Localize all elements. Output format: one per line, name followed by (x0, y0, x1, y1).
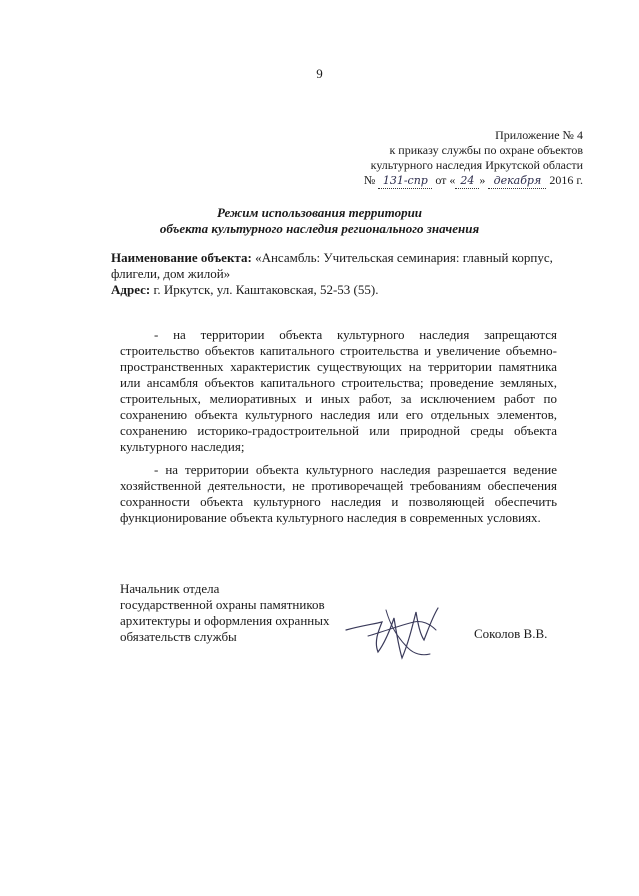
appendix-authority: культурного наследия Иркутской области (370, 158, 583, 172)
object-name-value: «Ансамбль: Учительская семинария: главный корпус, флигели, дом жилой» (111, 250, 553, 281)
appendix-order-ref: к приказу службы по охране объектов (389, 143, 583, 157)
object-info (111, 250, 561, 298)
handwritten-signature (338, 596, 448, 666)
order-month-handwritten: декабря (488, 173, 546, 189)
signatory-line-3: архитектуры и оформления охранных (120, 613, 330, 628)
title-line-1: Режим использования территории (216, 205, 423, 220)
object-address-row (111, 282, 561, 298)
document-title (0, 205, 639, 237)
order-from: от « (435, 173, 456, 187)
object-address-label: Адрес: (111, 282, 151, 297)
order-day-handwritten: 24 (455, 173, 479, 189)
order-year: 2016 г. (549, 173, 583, 187)
signatory-line-4: обязательств службы (120, 629, 237, 644)
order-line (283, 173, 583, 189)
title-line-2: объекта культурного наследия регионального значения (159, 221, 480, 236)
object-name-label: Наименование объекта: (111, 250, 252, 265)
page-number: 9 (316, 66, 323, 81)
order-number-handwritten: 131-спр (378, 173, 432, 189)
regime-paragraph-permitted: - на территории объекта культурного наследия разрешается ведение хозяйственной деятельности, не противоречащей требованиям обеспечения сохранности объекта культурного наследия и позволяющей обеспечить функционирование объекта культурного наследия в современных условиях. (120, 462, 557, 525)
order-quote-close: » (479, 173, 486, 187)
order-number-prefix: № (363, 173, 376, 187)
object-name-row (111, 250, 561, 282)
signatory-line-2: государственной охраны памятников (120, 597, 325, 612)
appendix-header (283, 128, 583, 189)
regime-paragraph-prohibited: - на территории объекта культурного наследия запрещаются строительство объектов капитального строительства и увеличение объемно-пространственных характеристик существующих на территории памятника или ансамбля объектов капитального строительства; проведение земляных, строительных, мелиоративных и иных работ, за исключением работ по сохранению объекта культурного наследия или его отдельных элементов, сохранению историко-градостроительной или природной среды объекта культурного наследия; (120, 327, 557, 454)
signatory-position (120, 581, 360, 645)
object-address-value: г. Иркутск, ул. Каштаковская, 52-53 (55). (153, 282, 379, 297)
signer-name: Соколов В.В. (474, 626, 548, 641)
appendix-title: Приложение № 4 (495, 128, 583, 142)
signatory-line-1: Начальник отдела (120, 581, 220, 596)
